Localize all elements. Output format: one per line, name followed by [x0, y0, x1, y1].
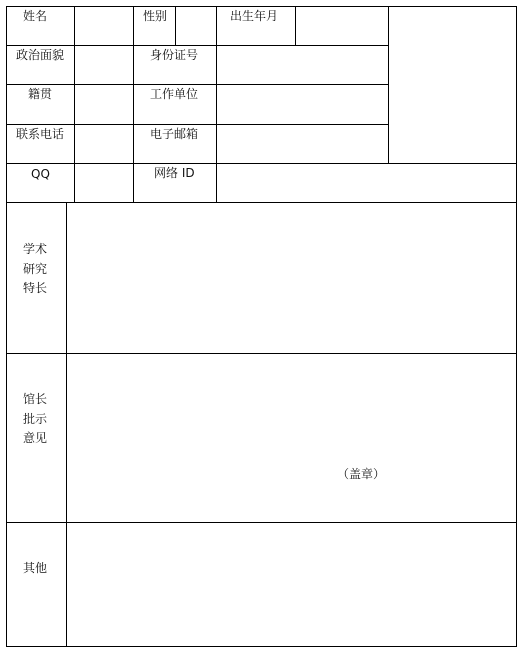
id-number-field[interactable]: [217, 46, 388, 84]
column-divider: [133, 6, 134, 203]
employer-label: 工作单位: [150, 87, 199, 101]
research-label-line: 学术: [23, 242, 48, 256]
qq-field[interactable]: [75, 164, 133, 202]
research-label-line: 特长: [23, 281, 48, 295]
id-number-label: 身份证号: [150, 48, 199, 62]
phone-field[interactable]: [75, 125, 133, 163]
name-field[interactable]: [75, 7, 133, 45]
research-label-line: 研究: [23, 261, 48, 276]
birth-date-label: 出生年月: [230, 9, 279, 23]
gender-label: 性别: [143, 9, 168, 23]
research-specialty-label: [23, 240, 47, 299]
table-border-left: [6, 6, 7, 647]
native-place-field[interactable]: [75, 85, 133, 124]
political-status-field[interactable]: [75, 46, 133, 84]
seal-note: （盖章）: [337, 467, 386, 481]
email-label: 电子邮箱: [150, 127, 199, 141]
other-field[interactable]: [67, 523, 516, 646]
director-label-line: 意见: [23, 431, 48, 445]
network-id-field[interactable]: [217, 164, 516, 202]
employer-field[interactable]: [217, 85, 388, 124]
email-field[interactable]: [217, 125, 388, 163]
political-status-label: 政治面貌: [16, 48, 65, 62]
other-label: 其他: [23, 561, 48, 575]
native-place-label: 籍贯: [28, 87, 53, 101]
director-label-line: 批示: [23, 411, 48, 426]
gender-field[interactable]: [176, 7, 216, 45]
birth-date-field[interactable]: [296, 7, 388, 45]
director-approval-field[interactable]: [67, 354, 516, 522]
photo-cell[interactable]: [389, 7, 516, 163]
table-border-bottom: [6, 646, 517, 647]
name-label: 姓名: [23, 9, 48, 23]
table-border-right: [516, 6, 517, 647]
research-specialty-field[interactable]: [67, 203, 516, 353]
network-id-label: 网络 ID: [154, 166, 195, 180]
qq-label: QQ: [31, 167, 50, 181]
phone-label: 联系电话: [16, 127, 65, 141]
director-label-line: 馆长: [23, 392, 48, 406]
director-approval-label: [23, 390, 47, 449]
